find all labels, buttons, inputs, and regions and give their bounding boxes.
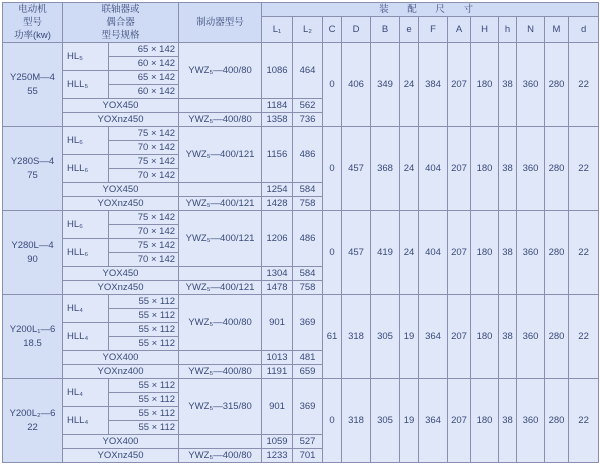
dim-l2: 758: [293, 197, 323, 211]
brake-model: YWZ₅—400/121: [179, 127, 262, 183]
motor-power: 22: [27, 421, 38, 433]
dim-value: 0: [323, 211, 342, 295]
motor-model: Y200L₂—6: [9, 407, 56, 419]
dim-l1: 901: [262, 379, 293, 435]
coupling-spec: 55 × 112: [109, 393, 179, 407]
dim-value: 38: [499, 295, 517, 379]
brake-model: YWZ₅—400/80: [179, 295, 262, 351]
dim-value: 207: [448, 295, 471, 379]
header-dim-col: C: [323, 17, 342, 43]
dim-l1: 1206: [262, 211, 293, 267]
header-dim-col: B: [371, 17, 400, 43]
dim-l2: 701: [293, 449, 323, 463]
dim-value: 22: [569, 43, 599, 127]
dim-value: 318: [342, 379, 371, 463]
dim-l2: 659: [293, 365, 323, 379]
header-motor-line: 功率(kw): [14, 30, 51, 41]
coupling-spec: 55 × 112: [109, 323, 179, 337]
dim-value: 457: [342, 127, 371, 211]
coupling-hl: HL₄: [63, 379, 109, 407]
dim-l1: 1013: [262, 351, 293, 365]
brake-empty: [179, 267, 262, 281]
brake-model: YWZ₅—400/121: [179, 197, 262, 211]
coupling-yox: YOX450: [63, 99, 179, 113]
coupling-yoxnz: YOXnz450: [63, 449, 179, 463]
motor-model-cell: [3, 295, 63, 379]
header-dimensions: 装 配 尺 寸: [262, 3, 599, 17]
dim-l2: 758: [293, 281, 323, 295]
coupling-spec: 75 × 142: [109, 155, 179, 169]
dim-value: 360: [517, 43, 545, 127]
header-dim-col: A: [448, 17, 471, 43]
dim-value: 364: [419, 295, 448, 379]
motor-model-cell: [3, 43, 63, 127]
dim-l1: 1304: [262, 267, 293, 281]
motor-model-cell: [3, 127, 63, 211]
dim-value: 180: [471, 211, 499, 295]
coupling-hll: HLL₆: [63, 155, 109, 183]
coupling-spec: 70 × 142: [109, 253, 179, 267]
coupling-spec: 55 × 112: [109, 379, 179, 393]
header-motor-line: 型号: [22, 17, 42, 28]
header-coupling-line: 型号规格: [101, 30, 140, 41]
header-dim-col: N: [517, 17, 545, 43]
dim-value: 0: [323, 43, 342, 127]
coupling-spec: 60 × 142: [109, 85, 179, 99]
dim-value: 0: [323, 379, 342, 463]
dim-value: 207: [448, 379, 471, 463]
header-dim-col: L₂: [293, 17, 323, 43]
coupling-hll: HLL₅: [63, 71, 109, 99]
coupling-hl: HL₆: [63, 127, 109, 155]
dim-value: 19: [400, 379, 419, 463]
dim-value: 24: [400, 127, 419, 211]
coupling-yoxnz: YOXnz450: [63, 197, 179, 211]
dim-value: 349: [371, 43, 400, 127]
header-brake: 制动器型号: [179, 3, 262, 43]
dim-value: 22: [569, 127, 599, 211]
motor-model: Y200L₁—6: [9, 323, 56, 335]
coupling-yoxnz: YOXnz400: [63, 365, 179, 379]
dim-l2: 464: [293, 43, 323, 99]
motor-model: Y280S—4: [10, 155, 55, 167]
coupling-spec: 75 × 142: [109, 211, 179, 225]
dim-value: 38: [499, 379, 517, 463]
dim-l2: 584: [293, 267, 323, 281]
dim-value: 360: [517, 211, 545, 295]
dim-value: 207: [448, 211, 471, 295]
motor-power: 18.5: [23, 337, 42, 349]
dim-value: 318: [342, 295, 371, 379]
dim-value: 404: [419, 211, 448, 295]
header-dim-col: M: [545, 17, 569, 43]
coupling-spec: 60 × 142: [109, 57, 179, 71]
dim-value: 280: [545, 379, 569, 463]
coupling-spec: 55 × 112: [109, 295, 179, 309]
coupling-spec: 75 × 142: [109, 127, 179, 141]
coupling-hl: HL₆: [63, 211, 109, 239]
dim-value: 280: [545, 295, 569, 379]
coupling-spec: 70 × 142: [109, 225, 179, 239]
dim-l1: 1233: [262, 449, 293, 463]
brake-model: YWZ₅—400/121: [179, 281, 262, 295]
dim-l1: 1086: [262, 43, 293, 99]
coupling-yox: YOX450: [63, 267, 179, 281]
dim-value: 305: [371, 295, 400, 379]
brake-model: YWZ₅—315/80: [179, 379, 262, 435]
dim-l1: 1059: [262, 435, 293, 449]
brake-model: YWZ₅—400/80: [179, 113, 262, 127]
dim-value: 305: [371, 379, 400, 463]
dim-l2: 369: [293, 379, 323, 435]
brake-empty: [179, 99, 262, 113]
dim-value: 22: [569, 211, 599, 295]
motor-model-cell: [3, 379, 63, 463]
coupling-yoxnz: YOXnz450: [63, 113, 179, 127]
header-motor: [3, 3, 63, 43]
dim-value: 419: [371, 211, 400, 295]
dim-value: 368: [371, 127, 400, 211]
coupling-hl: HL₄: [63, 295, 109, 323]
dim-l1: 1191: [262, 365, 293, 379]
dim-value: 180: [471, 295, 499, 379]
dim-l2: 584: [293, 183, 323, 197]
header-coupling: [63, 3, 179, 43]
coupling-spec: 55 × 112: [109, 309, 179, 323]
dim-value: 24: [400, 211, 419, 295]
header-dim-col: F: [419, 17, 448, 43]
coupling-hll: HLL₄: [63, 323, 109, 351]
dim-value: 360: [517, 295, 545, 379]
dim-value: 280: [545, 127, 569, 211]
dim-l1: 1428: [262, 197, 293, 211]
dim-value: 360: [517, 379, 545, 463]
dim-value: 360: [517, 127, 545, 211]
coupling-hll: HLL₄: [63, 407, 109, 435]
dim-value: 404: [419, 127, 448, 211]
dim-l2: 369: [293, 295, 323, 351]
dim-l1: 1478: [262, 281, 293, 295]
dim-value: 0: [323, 127, 342, 211]
dim-l1: 901: [262, 295, 293, 351]
brake-empty: [179, 435, 262, 449]
coupling-yox: YOX400: [63, 435, 179, 449]
motor-power: 75: [27, 169, 38, 181]
dim-l2: 486: [293, 127, 323, 183]
motor-model: Y280L—4: [11, 239, 54, 251]
dim-value: 207: [448, 43, 471, 127]
coupling-spec: 70 × 142: [109, 141, 179, 155]
dim-value: 384: [419, 43, 448, 127]
header-dim-col: L₁: [262, 17, 293, 43]
dim-value: 406: [342, 43, 371, 127]
header-dim-col: d: [569, 17, 599, 43]
dim-value: 22: [569, 379, 599, 463]
dim-value: 207: [448, 127, 471, 211]
header-dim-col: D: [342, 17, 371, 43]
dim-value: 22: [569, 295, 599, 379]
motor-power: 90: [27, 253, 38, 265]
dim-l2: 486: [293, 211, 323, 267]
dim-value: 180: [471, 127, 499, 211]
motor-model-cell: [3, 211, 63, 295]
dim-value: 457: [342, 211, 371, 295]
coupling-spec: 65 × 142: [109, 71, 179, 85]
dim-l1: 1254: [262, 183, 293, 197]
coupling-spec: 55 × 112: [109, 421, 179, 435]
coupling-spec: 70 × 142: [109, 169, 179, 183]
header-motor-line: 电动机: [18, 4, 47, 15]
dim-value: 364: [419, 379, 448, 463]
coupling-spec: 55 × 112: [109, 337, 179, 351]
dim-value: 38: [499, 211, 517, 295]
header-coupling-line: 偶合器: [106, 17, 135, 28]
coupling-yox: YOX450: [63, 183, 179, 197]
coupling-spec: 75 × 142: [109, 239, 179, 253]
dim-value: 38: [499, 127, 517, 211]
dim-value: 280: [545, 211, 569, 295]
coupling-yox: YOX400: [63, 351, 179, 365]
brake-model: YWZ₅—400/80: [179, 449, 262, 463]
dim-l1: 1358: [262, 113, 293, 127]
dim-value: 180: [471, 379, 499, 463]
brake-model: YWZ₅—400/121: [179, 211, 262, 267]
header-dim-col: h: [499, 17, 517, 43]
header-dim-col: e: [400, 17, 419, 43]
dim-value: 24: [400, 43, 419, 127]
brake-empty: [179, 351, 262, 365]
coupling-hl: HL₅: [63, 43, 109, 71]
dim-l2: 736: [293, 113, 323, 127]
motor-coupling-brake-table: [2, 2, 599, 463]
motor-model: Y250M—4: [10, 71, 55, 83]
dim-value: 19: [400, 295, 419, 379]
coupling-spec: 55 × 112: [109, 407, 179, 421]
dim-l2: 481: [293, 351, 323, 365]
coupling-yoxnz: YOXnz450: [63, 281, 179, 295]
header-dim-col: H: [471, 17, 499, 43]
dim-value: 61: [323, 295, 342, 379]
dim-l1: 1184: [262, 99, 293, 113]
coupling-spec: 65 × 142: [109, 43, 179, 57]
dim-l2: 527: [293, 435, 323, 449]
dim-l2: 562: [293, 99, 323, 113]
brake-model: YWZ₅—400/80: [179, 43, 262, 99]
dim-value: 280: [545, 43, 569, 127]
dim-value: 180: [471, 43, 499, 127]
dim-l1: 1156: [262, 127, 293, 183]
brake-model: YWZ₅—400/80: [179, 365, 262, 379]
motor-power: 55: [27, 85, 38, 97]
dim-value: 38: [499, 43, 517, 127]
header-coupling-line: 联轴器或: [101, 4, 140, 15]
coupling-hll: HLL₆: [63, 239, 109, 267]
brake-empty: [179, 183, 262, 197]
